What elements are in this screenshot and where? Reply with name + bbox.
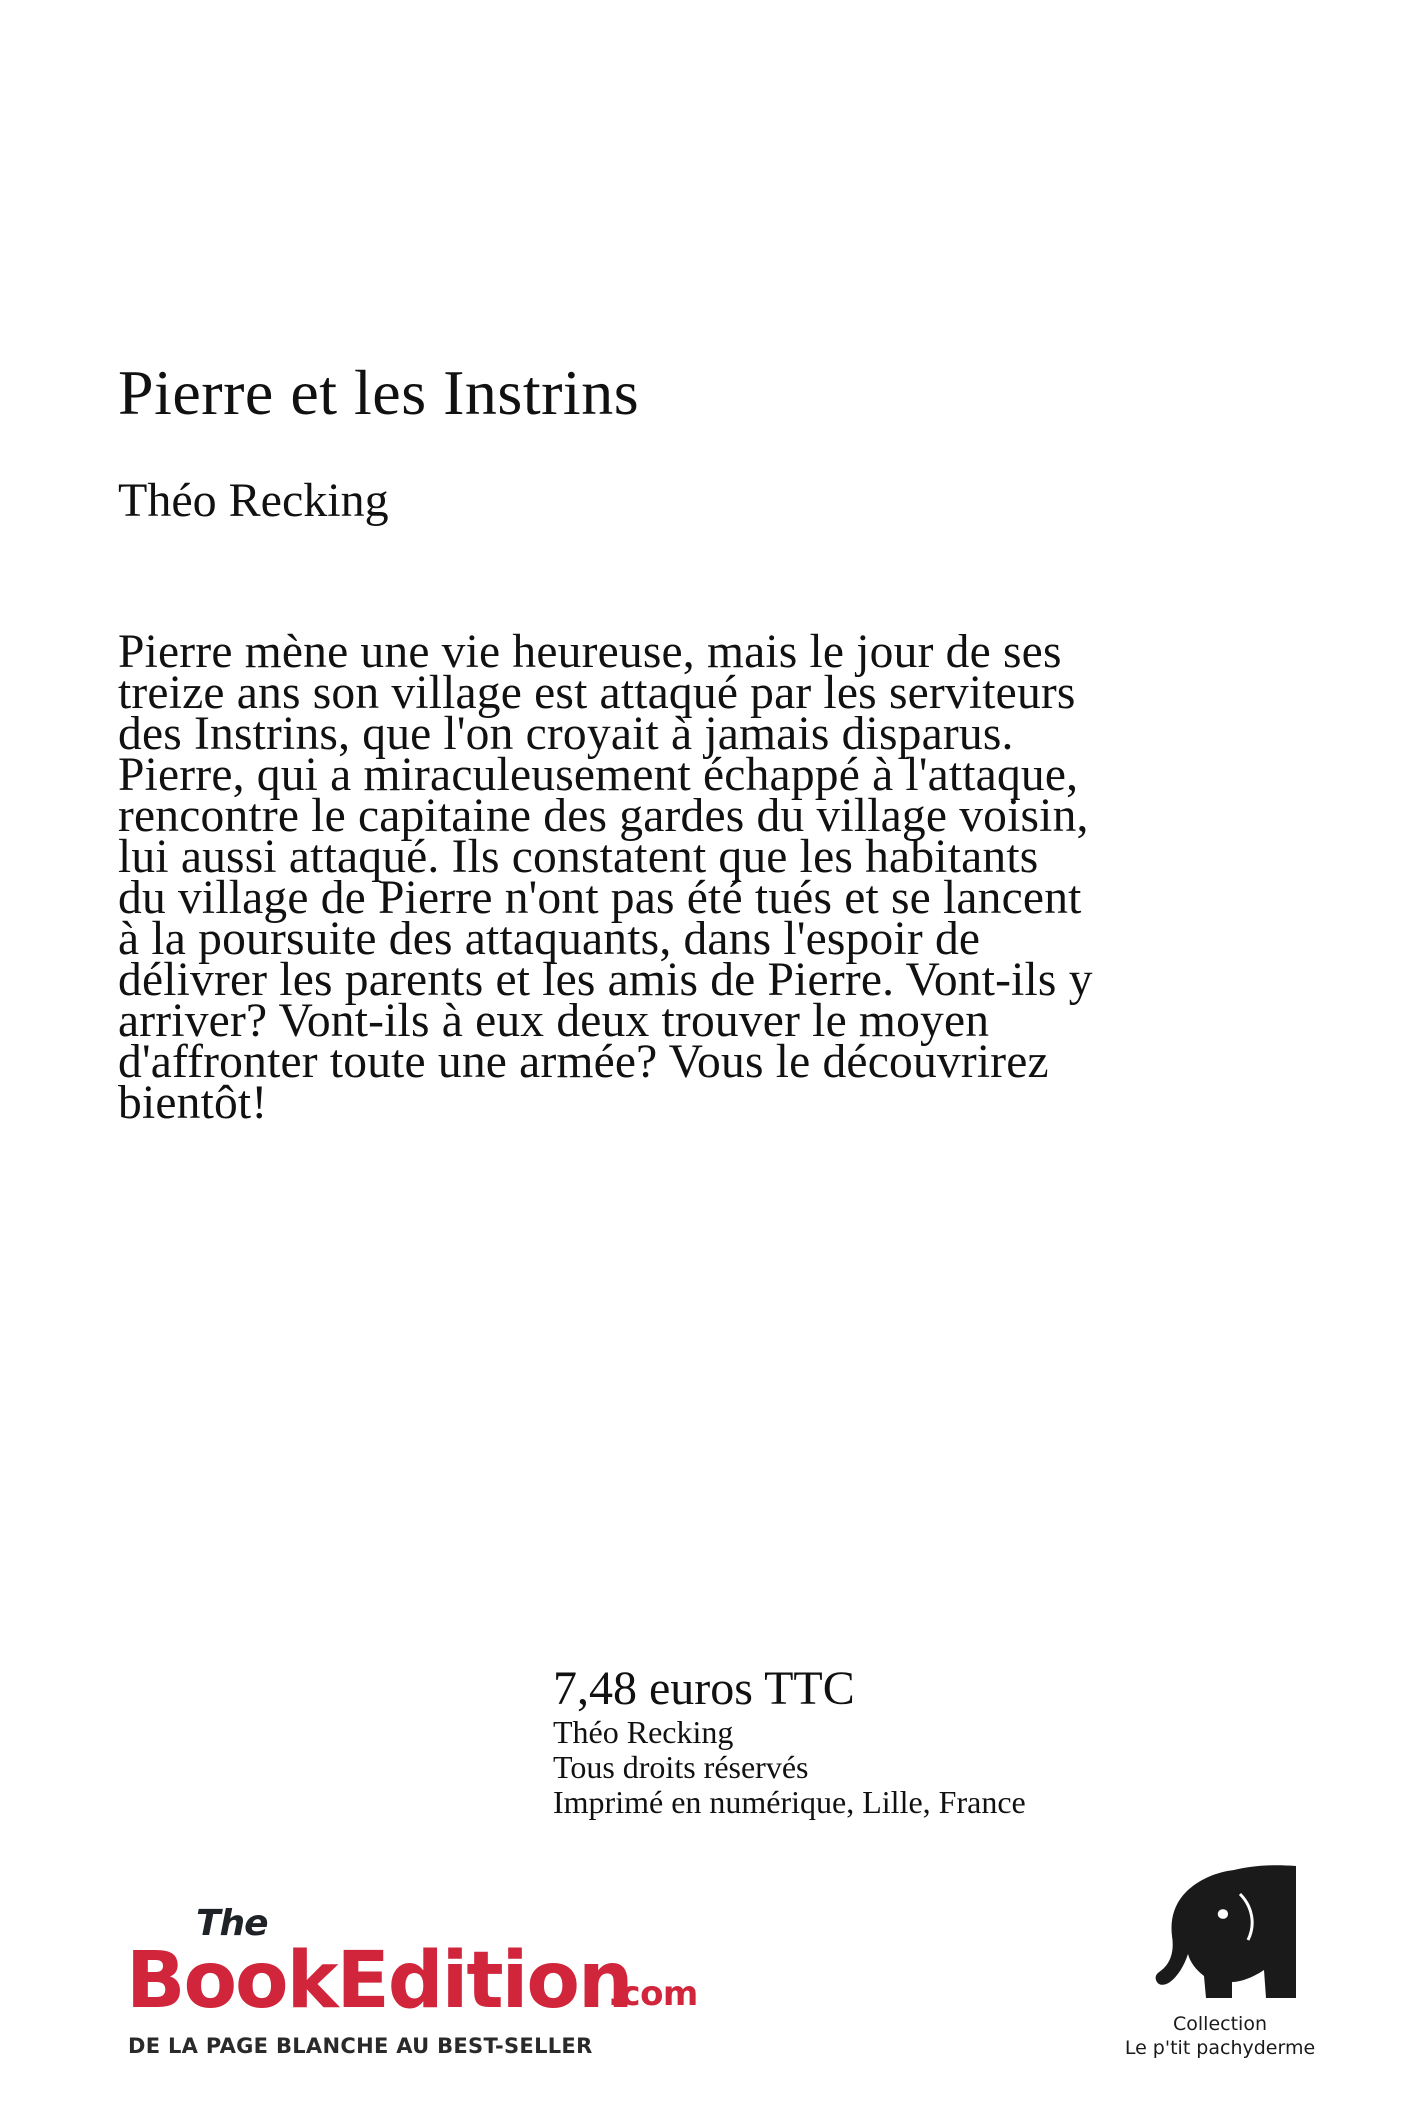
logo-name-text: BookEdition	[126, 1936, 632, 2026]
bookedition-logo	[126, 1905, 706, 2065]
book-author: Théo Recking	[118, 474, 389, 527]
synopsis-text: Pierre mène une vie heureuse, mais le jour de ses treize ans son village est attaqué par les serviteurs des Instrins, que l'on croyait à jamais disparus. Pierre, qui a miraculeusement échappé à l'attaque, rencontre le capitaine des gardes du village voisin, lui aussi attaqué. Ils constatent que les habitants du village de Pierre n'ont pas été tués et se lancent à la poursuite des attaquants, dans l'espoir de délivrer les parents et les amis de Pierre. Vont-ils y arriver? Vont-ils à eux deux trouver le moyen d'affronter toute une armée? Vous le découvrirez bientôt!	[118, 626, 1093, 1129]
book-title: Pierre et les Instrins	[118, 357, 640, 428]
print-notice: Imprimé en numérique, Lille, France	[553, 1784, 1026, 1820]
collection-prefix: Collection	[1173, 2013, 1267, 2035]
logo-the-text: The	[196, 1903, 268, 1944]
elephant-icon	[1148, 1858, 1296, 2006]
logo-domain-text: .com	[608, 1974, 698, 2014]
colophon-author: Théo Recking	[553, 1714, 734, 1750]
price: 7,48 euros TTC	[553, 1662, 855, 1715]
collection-label	[1110, 2012, 1330, 2060]
rights-notice: Tous droits réservés	[553, 1749, 809, 1785]
logo-tagline: DE LA PAGE BLANCHE AU BEST-SELLER	[128, 2034, 593, 2058]
colophon	[553, 1663, 1026, 1820]
collection-name: Le p'tit pachyderme	[1124, 2037, 1316, 2059]
